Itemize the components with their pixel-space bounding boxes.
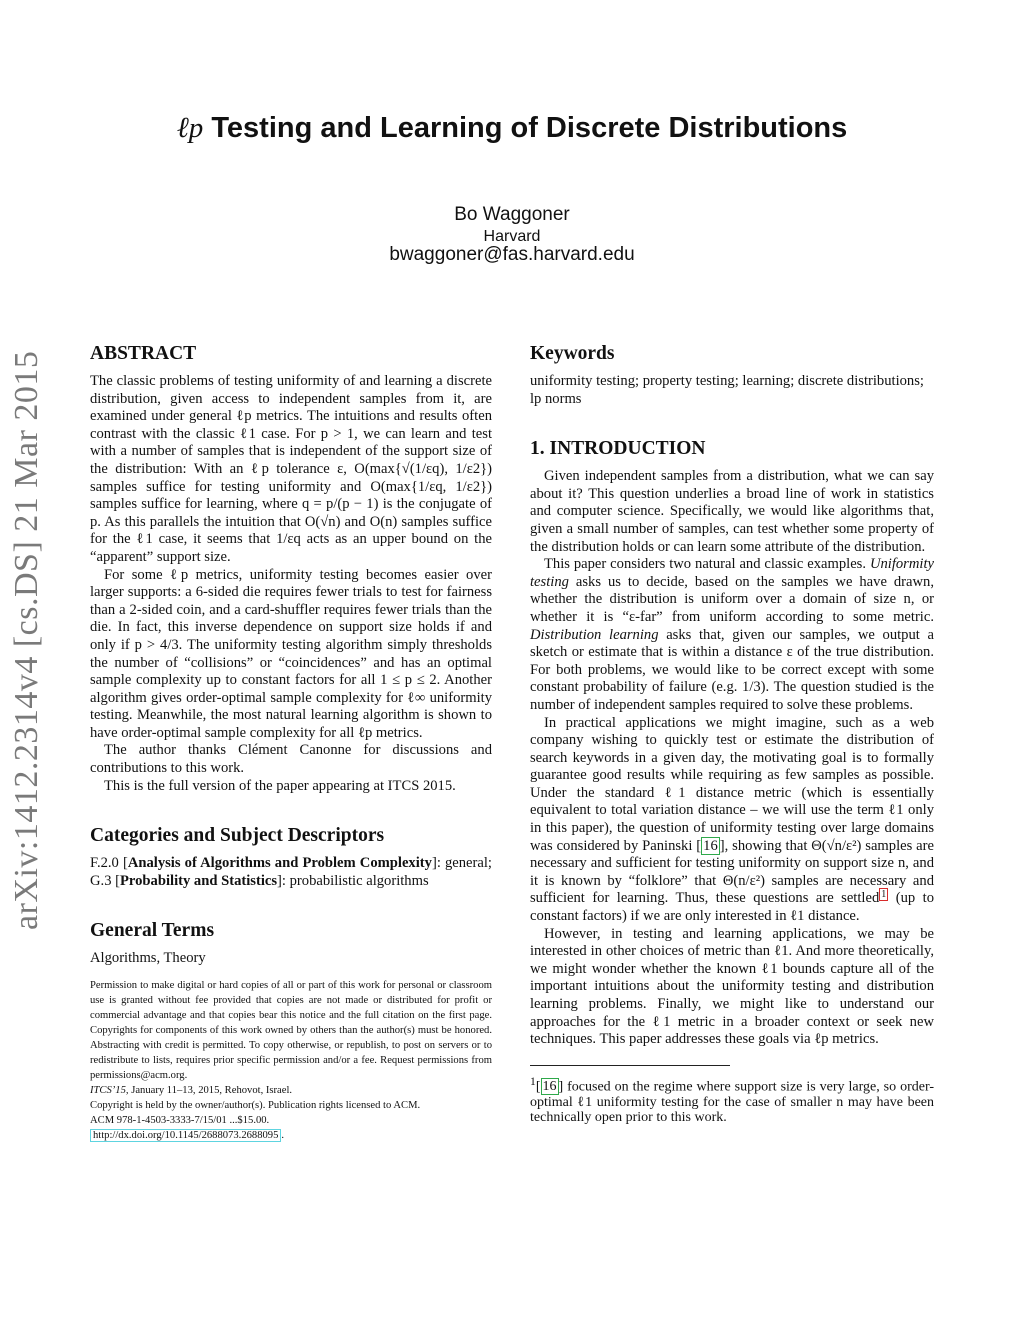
footnote-divider xyxy=(530,1065,730,1066)
author-affiliation: Harvard xyxy=(483,228,541,245)
general-terms-heading: General Terms xyxy=(90,920,215,942)
intro-paragraph-4: However, in testing and learning applications, we may be interested in other choices of metric than ℓ1. And more theoretically, we might wonder whether the known ℓ1 bounds capture all of the important intuitions about the uniformity testing and distribution learning problems. Finally, we might like to understand our approaches for the ℓ1 metric in a broader context or seek new techniques. This paper addresses these goals via ℓp metrics. xyxy=(530,925,934,1048)
categories-bold2: Probability and Statistics xyxy=(120,872,278,889)
venue-name: ITCS’15, xyxy=(90,1085,129,1097)
intro-p3-end: (up to constant factors) if we are only interested in ℓ1 distance. xyxy=(530,890,935,925)
uniformity-testing-term: Uniformity testing xyxy=(530,556,934,590)
title-text: Testing and Learning of Discrete Distributions xyxy=(211,112,848,144)
footnote-citation-link[interactable]: 16 xyxy=(542,1079,557,1095)
introduction-heading: 1. INTRODUCTION xyxy=(530,438,706,460)
arxiv-stamp: arXiv:1412.2314v4 [cs.DS] 21 Mar 2015 xyxy=(8,350,45,930)
doi-line: http://dx.doi.org/10.1145/2688073.2688095 . xyxy=(90,1128,492,1143)
categories-text xyxy=(90,855,492,890)
abstract-paragraph-2: For some ℓp metrics, uniformity testing becomes easier over larger supports: a 6-sided die requires fewer trials to test for fairness than a 2-sided coin, and a card-shuffler requires fewer trials than the die. In fact, this inverse dependence on support size holds if and only if p > 4/3. The uniformity testing algorithm simply thresholds the number of “collisions” or “coincidences” and has an optimal sample complexity up to constant factors for all 1 ≤ p ≤ 2. Another algorithm gives order-optimal sample complexity for ℓ∞ uniformity testing. Meanwhile, the most natural learning algorithm is shown to have order-optimal sample complexity for all ℓp metrics. xyxy=(90,566,492,741)
paper-title xyxy=(0,112,1024,145)
categories-bold1: Analysis of Algorithms and Problem Complexity xyxy=(127,855,432,872)
keywords-heading: Keywords xyxy=(530,343,615,364)
intro-paragraph-3: In practical applications we might imagine, such as a web company wishing to quickly test or estimate the distribution of search keywords in a given day, the motivating goal is to formally guarantee good results while requiring as few samples as possible. Under the standard ℓ1 distance metric (which is essentially equivalent to total variation distance – we will use the term ℓ1 only in this paper), the question of uniformity testing over large domains was considered by Paninski [ 16 ], showing that Θ(√n/ε²) samples are necessary and sufficient for testing uniformity on support size n, and it is known by “folklore” that Θ(n/ε²) samples are necessary and sufficient for learning. Thus, these questions are settled $^1$ (up to constant factors) if we are only interested in ℓ1 distance. xyxy=(530,714,935,925)
intro-paragraph-1: Given independent samples from a distribution, what we can say about it? This question underlies a broad line of work in statistics and computer science. Specifically, we would like algorithms that, given a small number of samples, can test whether some property of the distribution holds or can learn some attribute of the distribution. xyxy=(530,468,934,555)
footnote-text: focused on the regime where support size is very large, so order-optimal ℓ1 uniformity testing for the case of smaller n may have been technically open prior to this work. xyxy=(530,1079,934,1126)
abstract-paragraph-1: The classic problems of testing uniformity of and learning a discrete distribution, given access to independent samples from it, are examined under general ℓp metrics. The intuitions and results often contrast with the classic ℓ1 case. For p > 1, we can learn and test with a number of samples that is independent of the support size of the distribution: With an ℓp tolerance ε, O(max{√(1/εq), 1/ε2}) samples suffice for testing uniformity and O(max{1/εq, 1/ε2}) samples suffice for learning, where q = p/(p − 1) is the conjugate of p. As this parallels the intuition that O(√n) and O(n) samples suffice for the ℓ1 case, it seems that 1/εq acts as an upper bound on the “apparent” support size. xyxy=(90,373,492,565)
intro-p2-mid: asks us to decide, based on the samples we have drawn, whether the distribution is uniform over a domain of size n, or whether it is “ε-far” from uniform according to some metric. xyxy=(530,573,934,625)
intro-p3-start: In practical applications we might imagine, such as a web company wishing to quickly test or estimate the distribution of search keywords in a given day, the motivating goal is to formally guarantee good results while requiring as few samples as possible. Under the standard ℓ1 distance metric (which is essentially equivalent to total variation distance – we will use the term ℓ1 only in this paper), the question of uniformity testing over large domains was considered by Paninski xyxy=(530,714,934,854)
permission-notice: Permission to make digital or hard copies of all or part of this work for personal or classroom use is granted without fee provided that copies are not made or distributed for profit or commercial advantage and that copies bear this notice and the full citation on the first page. Copyrights for components of this work owned by others than the author(s) must be honored. Abstracting with credit is permitted. To copy otherwise, or republish, to post on servers or to redistribute to lists, requires prior specific permission and/or a fee. Request permissions from permissions@acm.org. xyxy=(90,980,492,1082)
venue-line xyxy=(90,1083,492,1098)
doi-link[interactable]: http://dx.doi.org/10.1145/2688073.2688095 xyxy=(90,1129,281,1142)
copyright-line: Copyright is held by the owner/author(s). Publication rights licensed to ACM. xyxy=(90,1100,421,1112)
intro-paragraph-2 xyxy=(530,556,934,714)
footnote-number: 1 xyxy=(530,1074,536,1088)
abstract-paragraph-3: The author thanks Clément Canonne for discussions and contributions to this work. xyxy=(90,742,492,777)
general-terms-text: Algorithms, Theory xyxy=(90,950,206,967)
intro-p2-start: This paper considers two natural and classic examples. xyxy=(544,556,867,573)
venue-details: January 11–13, 2015, Rehovot, Israel. xyxy=(128,1085,293,1097)
isbn-line: ACM 978-1-4503-3333-7/15/01 ...$15.00. xyxy=(90,1115,270,1127)
intro-p3-mid: , showing that Θ(√n/ε²) samples are necessary and sufficient for testing uniformity on support size n, and it is known by “folklore” that Θ(n/ε²) samples are necessary and sufficient for learning. Thus, these questions are settled xyxy=(530,837,934,907)
categories-end: ]: probabilistic algorithms xyxy=(277,872,429,889)
categories-code1: F.2.0 [ xyxy=(90,855,128,872)
left-column xyxy=(90,343,492,1143)
abstract-paragraph-4: This is the full version of the paper appearing at ITCS 2015. xyxy=(104,777,456,794)
right-column xyxy=(530,343,934,1126)
author-email: bwaggoner@fas.harvard.edu xyxy=(389,244,635,265)
footnote-marker-link[interactable]: 1 xyxy=(881,888,887,900)
intro-p2-end: asks that, given our samples, we output a sketch or estimate that is within a distance ε of the true distribution. For both problems, we would like to be correct except with some constant probability of failure (e.g. 1/3). The question studied is the number of independent samples required to solve these problems. xyxy=(530,626,934,713)
keywords-text: uniformity testing; property testing; learning; discrete distributions; lp norms xyxy=(530,373,924,407)
footnote-1: $^1$[ 16 ] focused on the regime where support size is very large, so order-optimal ℓ1 uniformity testing for the case of smaller n may have been technically open prior to this work. xyxy=(530,1074,934,1126)
author-name: Bo Waggoner xyxy=(454,204,570,225)
lp-symbol: ℓp xyxy=(176,112,204,144)
distribution-learning-term: Distribution learning xyxy=(530,626,659,643)
abstract-heading: ABSTRACT xyxy=(90,343,197,364)
categories-heading: Categories and Subject Descriptors xyxy=(90,825,385,847)
citation-link[interactable]: 16 xyxy=(703,837,718,854)
categories-mid: ]: general; G.3 [ xyxy=(90,855,492,889)
